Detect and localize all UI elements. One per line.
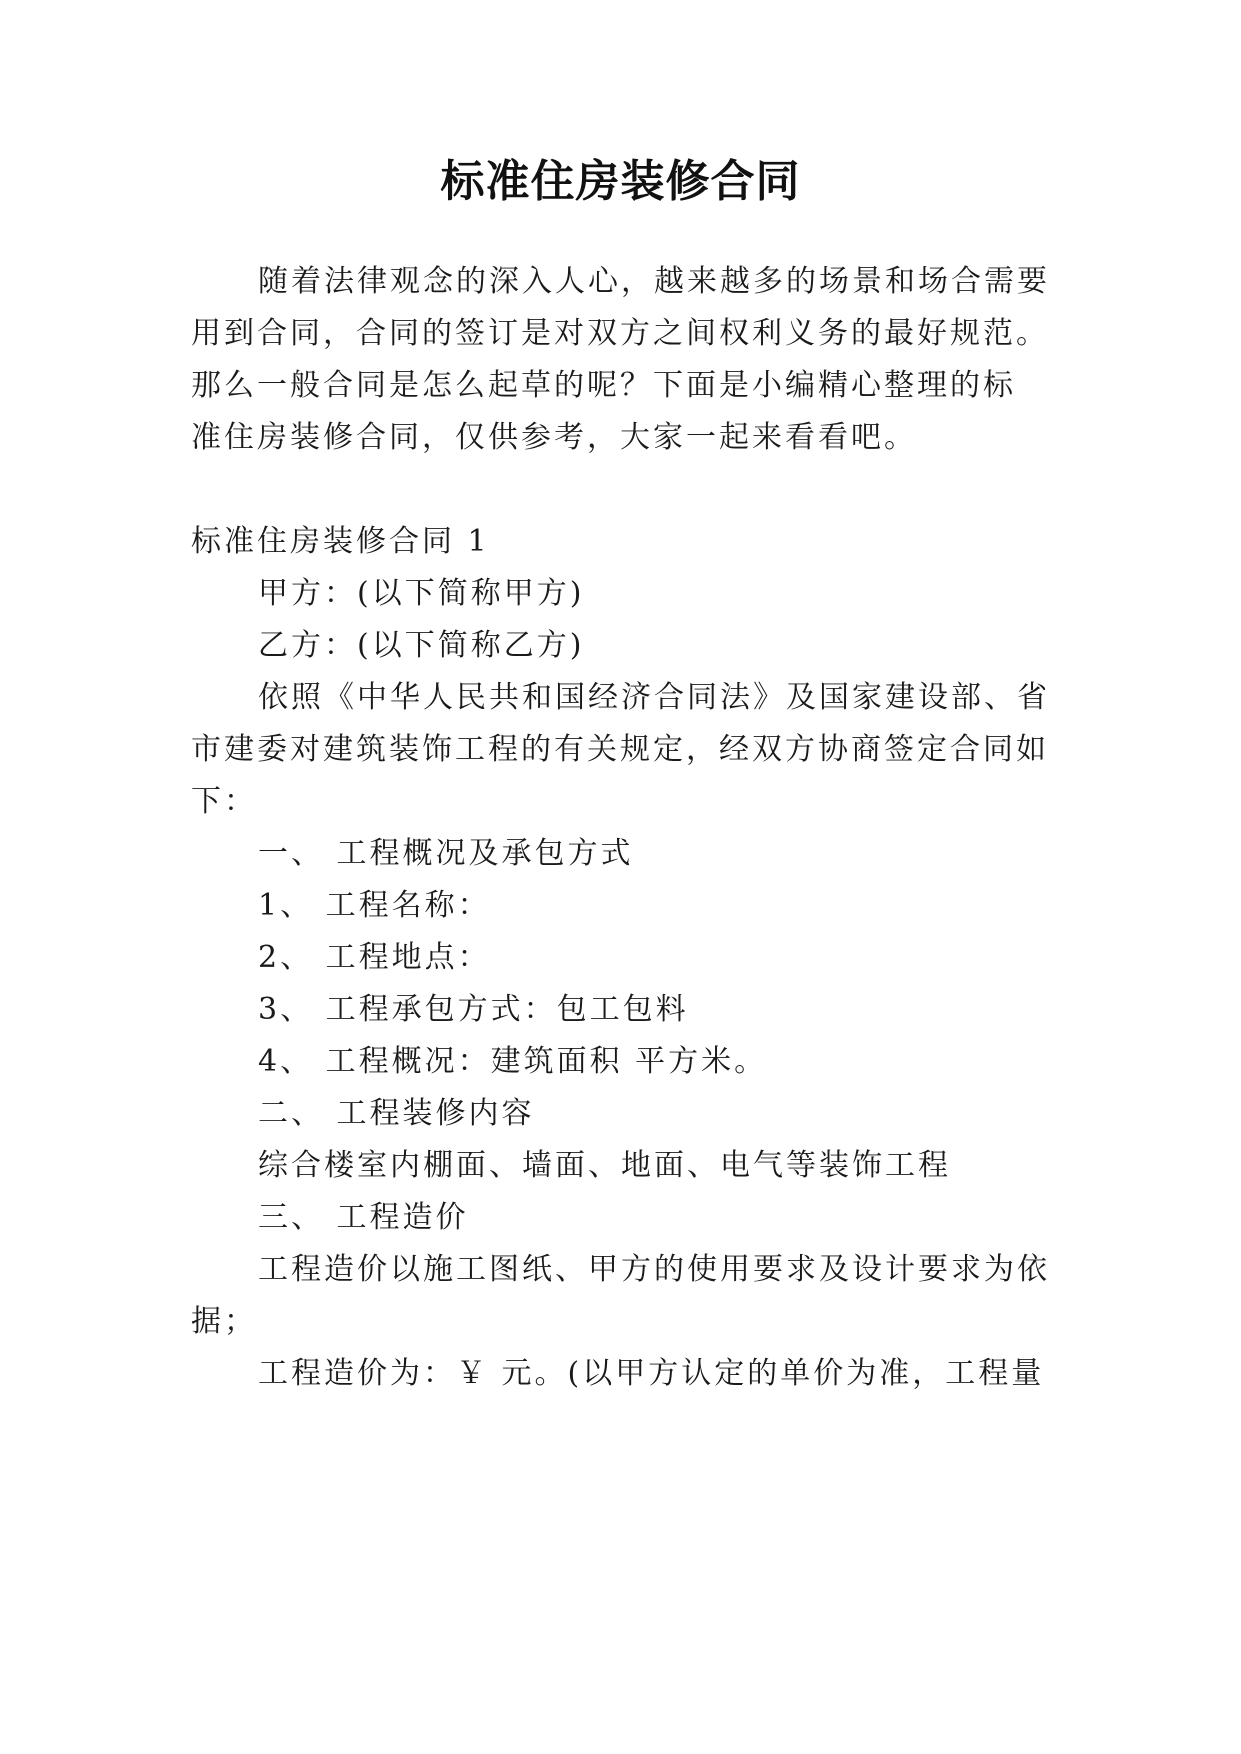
clause-1-heading: 一、 工程概况及承包方式 [258, 836, 634, 871]
clause-1-item: 2、 工程地点： [258, 940, 491, 975]
intro-line: 那么一般合同是怎么起草的呢？下面是小编精心整理的标 [191, 368, 1016, 403]
clause-1-item: 1、 工程名称： [258, 888, 491, 923]
intro-line: 用到合同，合同的签订是对双方之间权利义务的最好规范。 [191, 316, 1049, 351]
party-a-line: 甲方：(以下简称甲方) [258, 576, 585, 611]
basis-line: 下： [191, 784, 257, 819]
section-heading: 标准住房装修合同 1 [191, 524, 490, 559]
clause-1-item: 3、 工程承包方式：包工包料 [258, 992, 689, 1027]
clause-3-heading: 三、 工程造价 [258, 1200, 469, 1235]
clause-1-item: 4、 工程概况：建筑面积 平方米。 [258, 1044, 768, 1079]
intro-line: 准住房装修合同，仅供参考，大家一起来看看吧。 [191, 420, 917, 455]
clause-3-line: 工程造价以施工图纸、甲方的使用要求及设计要求为依 [258, 1252, 1050, 1287]
clause-2-text: 综合楼室内棚面、墙面、地面、电气等装饰工程 [258, 1148, 951, 1183]
basis-line: 市建委对建筑装饰工程的有关规定，经双方协商签定合同如 [191, 732, 1049, 767]
document-title: 标准住房装修合同 [440, 156, 801, 207]
intro-line: 随着法律观念的深入人心，越来越多的场景和场合需要 [258, 264, 1050, 299]
basis-line: 依照《中华人民共和国经济合同法》及国家建设部、省 [258, 680, 1050, 715]
clause-3-price-line: 工程造价为：￥ 元。(以甲方认定的单价为准，工程量 [258, 1356, 1045, 1391]
clause-2-heading: 二、 工程装修内容 [258, 1096, 535, 1131]
clause-3-line: 据； [191, 1304, 257, 1339]
party-b-line: 乙方：(以下简称乙方) [258, 628, 585, 663]
